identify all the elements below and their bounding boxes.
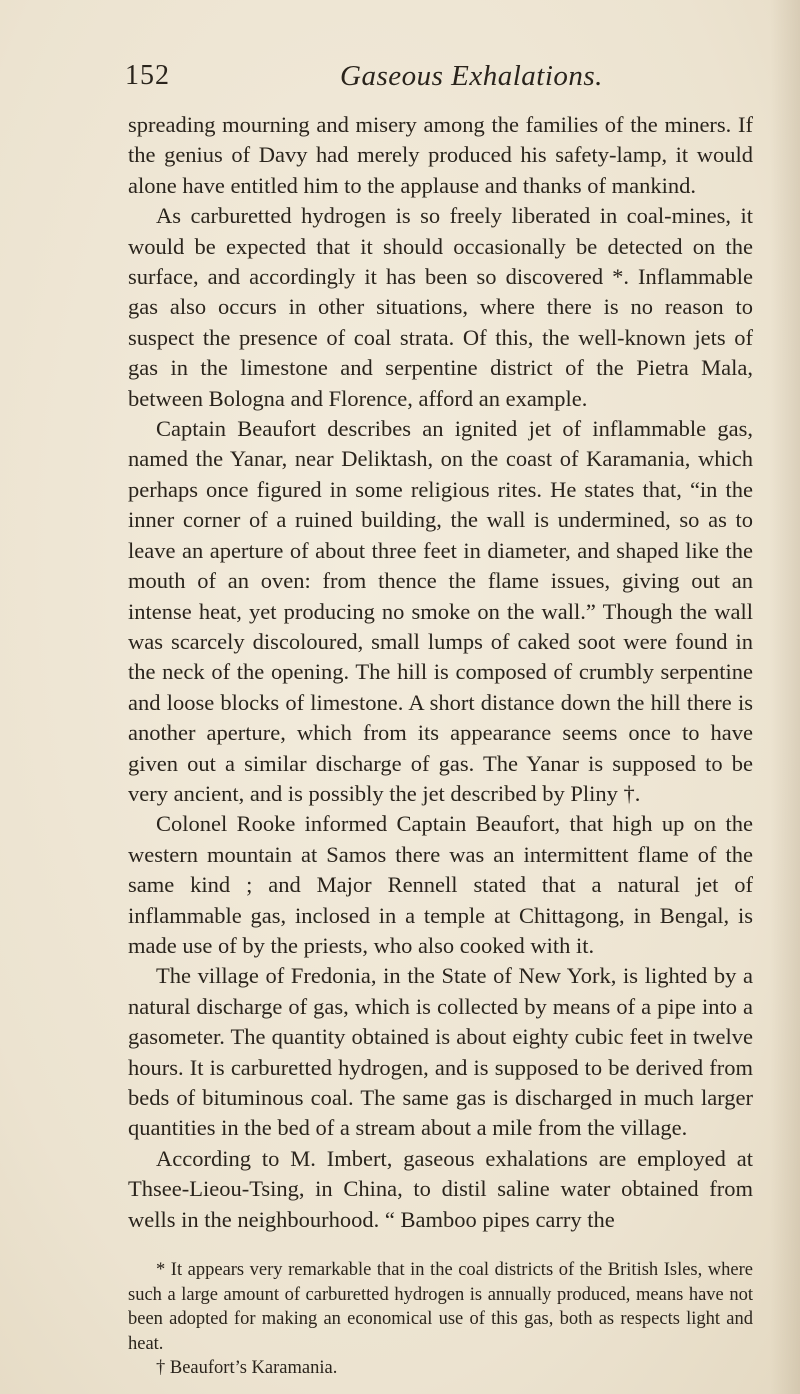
page-header xyxy=(125,60,745,96)
paragraph: Captain Beaufort describes an ignited jet of inflammable gas, named the Yanar, near Deliktash, on the coast of Karamania, which perhaps once figured in some religious rites. He states that, “in the inner corner of a ruined building, the wall is undermined, so as to leave an aperture of about three feet in diameter, and shaped like the mouth of an oven: from thence the flame issues, giving out an intense heat, yet producing no smoke on the wall.” Though the wall was scarcely discoloured, small lumps of caked soot were found in the neck of the opening. The hill is composed of crumbly serpentine and loose blocks of limestone. A short distance down the hill there is another aperture, which from its appearance seems once to have given out a similar discharge of gas. The Yanar is supposed to be very ancient, and is possibly the jet described by Pliny †. xyxy=(128,416,753,806)
footnotes xyxy=(128,1258,753,1381)
paragraph: According to M. Imbert, gaseous exhalations are employed at Thsee-Lieou-Tsing, in China, to distil saline water obtained from wells in the neighbourhood. “ Bamboo pipes carry the xyxy=(128,1145,753,1232)
page-number: 152 xyxy=(125,60,170,91)
footnote: † Beaufort’s Karamania. xyxy=(156,1358,338,1378)
running-title: Gaseous Exhalations. xyxy=(340,60,603,92)
paragraph: The village of Fredonia, in the State of New York, is lighted by a natural discharge of gas, which is collected by means of a pipe into a gasometer. The quantity obtained is about eighty cubic feet in twelve hours. It is carburetted hydrogen, and is supposed to be derived from beds of bituminous coal. The same gas is discharged in much larger quantities in the bed of a stream about a mile from the village. xyxy=(128,963,753,1141)
paragraph: spreading mourning and misery among the families of the miners. If the genius of Davy had merely produced his safety-lamp, it would alone have entitled him to the applause and thanks of mankind. xyxy=(128,112,753,198)
paragraph: As carburetted hydrogen is so freely liberated in coal-mines, it would be expected that it should occasionally be detected on the surface, and accordingly it has been so discovered *. Inflammable gas also occurs in other situations, where there is no reason to suspect the presence of coal strata. Of this, the well-known jets of gas in the limestone and serpentine district of the Pietra Mala, between Bologna and Florence, afford an example. xyxy=(128,203,753,411)
body-text xyxy=(128,110,753,1235)
paragraph: Colonel Rooke informed Captain Beaufort, that high up on the western mountain at Samos there was an intermittent flame of the same kind ; and Major Rennell stated that a natural jet of inflammable gas, inclosed in a temple at Chittagong, in Bengal, is made use of by the priests, who also cooked with it. xyxy=(128,811,753,958)
footnote: * It appears very remarkable that in the coal districts of the British Isles, where such a large amount of carburetted hydrogen is annually produced, means have not been adopted for making an economical use of this gas, both as respects light and heat. xyxy=(128,1260,753,1354)
